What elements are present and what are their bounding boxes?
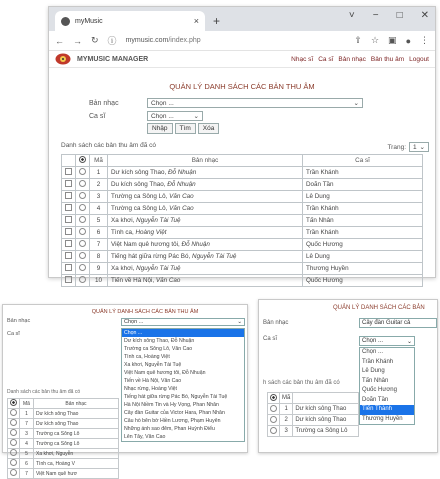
row-radio-cell [8,449,20,459]
row-checkbox-cell [62,263,76,275]
song-option[interactable]: Nhạc rừng, Hoàng Việt [124,386,177,392]
maximize-button[interactable]: □ [396,10,403,21]
song-title: Xa khơi, [111,217,137,224]
radio-header [8,399,20,409]
row-song [108,191,303,203]
row-id: 7 [20,469,34,479]
col-id: Mã [90,155,108,167]
row-id: 2 [90,179,108,191]
info-icon[interactable]: ⓘ [107,36,117,46]
profile-icon[interactable]: ● [405,35,411,46]
forward-icon[interactable]: → [73,35,82,46]
table-body [8,409,119,479]
row-radio[interactable] [79,264,86,271]
song-options-list [121,328,245,442]
row-radio-cell [76,251,90,263]
singer-label: Ca sĩ [7,331,20,337]
page-select[interactable] [409,142,429,152]
row-radio-cell [76,227,90,239]
table-row[interactable] [8,459,119,469]
row-radio[interactable] [10,429,17,436]
row-singer: Trần Khánh [303,167,423,179]
song-title: Trường ca Sông Lô, [111,205,170,212]
browser-window [48,6,436,284]
row-radio[interactable] [10,409,17,416]
song-title: Tình ca, [111,229,136,236]
singer-option[interactable]: Doãn Tần [362,396,389,403]
row-checkbox[interactable] [65,168,72,175]
row-id: 1 [20,409,34,419]
row-radio-cell [76,263,90,275]
menu-musicians[interactable]: Nhạc sĩ [291,55,314,63]
row-song [108,167,303,179]
radio-selected-icon[interactable] [79,156,86,163]
col-song: Bản nhạc [34,399,119,409]
row-radio[interactable] [10,449,17,456]
row-id: 5 [20,449,34,459]
delete-button[interactable]: Xóa [198,123,220,134]
song-title: Xa khơi, [111,265,137,272]
row-checkbox-cell [62,167,76,179]
row-id: 3 [20,429,34,439]
table-header-row [8,399,119,409]
singer-option[interactable]: Lê Dung [362,368,385,374]
song-option[interactable]: Hà Nội Niềm Tin và Hy Vọng, Phan Nhân [124,402,219,408]
row-song: Tình ca, Hoàng V [34,459,119,469]
row-checkbox[interactable] [65,276,72,283]
chevron-down-icon: ⌄ [237,319,242,325]
col-singer: Ca sĩ [303,155,423,167]
row-radio-cell [76,239,90,251]
row-song: Xa khơi, Nguyễn [34,449,119,459]
row-id: 2 [280,415,293,426]
radio-header [268,393,280,404]
song-dropdown-panel [2,304,248,477]
url-path: /index.php [168,37,201,44]
song-label: Bản nhạc [89,99,119,107]
singer-select[interactable] [359,336,415,346]
table-row[interactable] [8,409,119,419]
row-id: 10 [90,275,108,287]
table-row[interactable] [8,469,119,479]
song-option[interactable]: Những ánh sao đêm, Phan Huỳnh Điểu [124,426,215,432]
app-header [49,51,435,68]
song-select-value: Chọn ... [151,99,174,107]
row-checkbox[interactable] [65,204,72,211]
row-radio[interactable] [79,204,86,211]
table-row[interactable] [62,179,423,191]
table-row[interactable] [268,415,359,426]
song-title: Du kích sông Thao, [111,181,168,188]
row-radio-cell [76,179,90,191]
page-label: Trang: [387,143,406,151]
musician-name: Đỗ Nhuận [181,241,210,248]
musician-name: Văn Cao [169,205,194,212]
tab-title: myMusic [75,17,103,25]
song-select-value: Chọn ... [124,319,144,325]
menu-singers[interactable]: Ca sĩ [318,55,334,63]
table-row[interactable] [62,203,423,215]
url-field[interactable] [126,37,346,44]
row-radio-cell [8,429,20,439]
musician-name: Đỗ Nhuận [167,169,197,176]
row-radio[interactable] [10,459,17,466]
row-radio-cell [76,191,90,203]
tab-bar [49,7,435,31]
bookmark-icon[interactable]: ☆ [370,35,380,45]
col-id: Mã [280,393,293,404]
row-checkbox-cell [62,275,76,287]
song-title: Tiếng hát giữa rừng Pác Bó, [111,253,193,260]
singer-option[interactable]: Chọn ... [362,349,384,355]
singer-select-value: Chọn ... [151,112,174,120]
row-checkbox[interactable] [65,216,72,223]
table-row[interactable] [62,167,423,179]
table-row[interactable] [268,404,359,415]
row-id: 6 [20,459,34,469]
singer-dropdown-panel [258,299,438,453]
row-singer: Tấn Nhân [303,215,423,227]
row-checkbox[interactable] [65,180,72,187]
table-row[interactable] [8,429,119,439]
menu-songs[interactable]: Bản nhạc [338,55,366,63]
row-singer: Doãn Tần [303,179,423,191]
app-name: MYMUSIC MANAGER [77,55,149,63]
radio-selected-icon[interactable] [270,394,277,401]
row-checkbox[interactable] [65,240,72,247]
song-option[interactable]: Chọn ... [122,329,244,337]
singer-select-value: Chọn ... [362,338,384,344]
page-title: QUẢN LÝ DANH SÁCH CÁC BẢN THU ÂM [169,82,315,91]
row-checkbox-cell [62,239,76,251]
table-body [62,167,423,287]
row-id: 6 [90,227,108,239]
row-checkbox[interactable] [65,228,72,235]
pager [387,142,429,152]
song-label: Bản nhạc [7,318,31,324]
row-song [108,215,303,227]
row-song: Việt Nam quê hươ [34,469,119,479]
chevron-down-icon: ⌄ [406,338,412,345]
table-row[interactable] [62,239,423,251]
row-radio-cell [268,404,280,415]
new-tab-button[interactable]: + [213,14,221,28]
song-option[interactable]: Cây đàn Guitar của Victor Hara, Phan Nhân [124,410,225,416]
list-heading: Danh sách các bản thu âm đã có [61,142,157,149]
row-radio[interactable] [79,276,86,283]
table-row[interactable] [62,215,423,227]
row-radio-cell [76,203,90,215]
song-row [89,97,429,109]
song-title: Trường ca Sông Lô, [111,193,170,200]
row-singer: Quốc Hương [303,239,423,251]
musician-name: Đỗ Nhuận [167,181,196,188]
song-select[interactable]: Cây đàn Guitar cả [359,318,437,328]
row-checkbox-cell [62,179,76,191]
row-checkbox-cell [62,215,76,227]
row-song [108,179,303,191]
song-title: Dư kích sông Thao, [111,169,168,176]
row-radio[interactable] [10,419,17,426]
chevron-down-icon: ⌄ [353,100,359,107]
sidebar-icon[interactable]: ▣ [388,35,397,45]
song-option[interactable]: Tiếng hát giữa rừng Pác Bó, Nguyễn Tài Tuệ [124,394,228,400]
row-song: Dư kích sông Thao [34,409,119,419]
table-header-row [268,393,359,404]
table-row[interactable] [62,263,423,275]
form-buttons [147,123,429,134]
song-select[interactable] [147,98,363,108]
row-song: Dư kích sông Thao [34,419,119,429]
table-body [268,404,359,437]
row-id: 3 [280,426,293,437]
row-radio[interactable] [79,252,86,259]
list-header [61,142,429,152]
tab-search-icon[interactable]: ˅ [348,10,355,21]
panel-title: QUẢN LÝ DANH SÁCH CÁC BẢN THU ÂM [91,309,199,315]
list-heading: Danh sách các bản thu âm đã có [7,389,81,395]
row-song: Trường ca Sông Lô [34,429,119,439]
row-radio[interactable] [79,228,86,235]
row-id: 4 [90,203,108,215]
musician-name: Văn Cao [155,277,181,284]
back-icon[interactable]: ← [55,35,64,46]
menu-logout[interactable]: Logout [409,55,429,63]
row-song [108,251,303,263]
row-singer: Lê Dung [303,191,423,203]
search-button[interactable]: Tìm [175,123,196,134]
chevron-down-icon: ⌄ [419,144,425,151]
table-row[interactable] [62,251,423,263]
row-checkbox-cell [62,251,76,263]
col-id: Mã [20,399,34,409]
row-radio-cell [8,469,20,479]
table-header-row [62,155,423,167]
menu-recordings[interactable]: Bản thu âm [370,55,405,63]
row-song [108,275,303,287]
row-radio-cell [76,215,90,227]
song-option[interactable]: Tiến về Hà Nội, Văn Cao [124,378,182,384]
singer-label: Ca sĩ [263,336,278,342]
row-checkbox[interactable] [65,192,72,199]
row-radio[interactable] [270,405,277,412]
singer-row [89,110,429,122]
row-radio-cell [268,415,280,426]
row-singer: Trần Khánh [303,227,423,239]
row-singer: Trần Khánh [303,203,423,215]
recordings-table [61,154,423,287]
row-radio[interactable] [79,240,86,247]
row-song [108,203,303,215]
song-label: Bản nhạc [263,320,289,326]
row-song [108,263,303,275]
row-radio[interactable] [270,427,277,434]
page-content [49,68,435,293]
row-song: Trường ca Sông Lô [34,439,119,449]
table-row[interactable] [268,426,359,437]
song-option[interactable]: Lên Tây, Văn Cao [124,434,166,440]
row-checkbox-cell [62,227,76,239]
row-singer: Quốc Hương [303,275,423,287]
song-option[interactable]: Dư kích sông Thao, Đỗ Nhuận [124,338,195,344]
table-row[interactable] [62,191,423,203]
row-id: 7 [90,239,108,251]
row-radio-cell [76,167,90,179]
singer-option[interactable]: Trần Khánh [362,358,394,365]
radio-header [76,155,90,167]
row-song: Dư kích sông Thao [293,404,359,415]
row-radio-cell [76,275,90,287]
musician-name: Nguyễn Tài Tuệ [192,253,237,260]
share-icon[interactable]: ⇪ [354,35,362,45]
singer-options-list [359,347,415,425]
song-title: Tiến về Hà Nội, [111,277,156,284]
reload-icon[interactable]: ↻ [91,35,99,45]
song-option[interactable]: Việt Nam quê hương tôi, Đỗ Nhuận [124,370,206,376]
song-title: Việt Nam quê hương tôi, [111,241,182,248]
table-row[interactable] [8,449,119,459]
song-option[interactable]: Trường ca Sông Lô, Văn Cao [124,346,193,352]
panel-title: QUẢN LÝ DANH SÁCH CÁC BẢN [333,305,425,311]
select-all-header [62,155,76,167]
singer-option[interactable]: Thương Huyền [362,415,403,422]
row-radio-cell [268,426,280,437]
row-radio-cell [8,459,20,469]
row-song: Dư kích sông Thao [293,415,359,426]
recordings-table [267,392,359,437]
radio-selected-icon[interactable] [10,399,17,406]
row-checkbox-cell [62,203,76,215]
page-select-value: 1 [413,143,417,151]
singer-select[interactable] [147,111,203,121]
musician-name: Nguyễn Tài Tuệ [136,265,181,272]
row-radio[interactable] [10,439,17,446]
row-id: 1 [280,404,293,415]
main-menu [291,56,429,63]
singer-option[interactable]: Tiến Thành [360,405,414,415]
row-radio-cell [8,439,20,449]
row-song: Trường ca Sông Lô [293,426,359,437]
table-row[interactable] [8,439,119,449]
row-radio[interactable] [79,216,86,223]
musician-name: Văn Cao [169,193,194,200]
table-row[interactable] [62,275,423,287]
row-singer: Lê Dung [303,251,423,263]
row-id: 7 [20,419,34,429]
row-id: 9 [90,263,108,275]
col-song [293,393,359,404]
col-song: Bản nhạc [108,155,303,167]
more-icon[interactable]: ⋮ [420,35,429,45]
row-radio[interactable] [10,469,17,476]
window-controls [349,10,429,21]
row-singer: Thương Huyền [303,263,423,275]
recordings-table [7,398,119,479]
browser-tab[interactable] [55,11,205,31]
row-id: 8 [90,251,108,263]
row-radio[interactable] [79,168,86,175]
singer-option[interactable]: Quốc Hương [362,387,397,393]
list-heading: h sách các bản thu âm đã có [263,380,340,386]
row-song [108,227,303,239]
row-radio[interactable] [79,180,86,187]
table-row[interactable] [8,419,119,429]
tab-close-icon[interactable]: × [193,16,199,26]
insert-button[interactable]: Nhập [147,123,173,134]
close-window-button[interactable]: ✕ [420,10,429,21]
row-checkbox[interactable] [65,252,72,259]
row-radio[interactable] [79,192,86,199]
song-option[interactable]: Câu hò bên bờ Hiền Lương, Phạm Huyên [124,418,221,424]
row-id: 3 [90,191,108,203]
row-id: 1 [90,167,108,179]
song-option[interactable]: Tình ca, Hoàng Việt [124,354,170,360]
row-id: 5 [90,215,108,227]
globe-icon [61,17,70,26]
song-option[interactable]: Xa khơi, Nguyễn Tài Tuệ [124,362,182,368]
minimize-button[interactable]: − [372,10,379,21]
song-select[interactable] [121,318,245,326]
singer-label: Ca sĩ [89,112,106,120]
url-host: mymusic.com [125,37,169,44]
chevron-down-icon: ⌄ [193,113,199,120]
musician-name: Nguyễn Tài Tuệ [136,217,181,224]
row-id: 4 [20,439,34,449]
row-checkbox[interactable] [65,264,72,271]
row-radio[interactable] [270,416,277,423]
singer-option[interactable]: Tấn Nhân [362,377,389,384]
row-checkbox-cell [62,191,76,203]
address-bar [49,31,435,51]
musician-name: Hoàng Việt [135,229,167,236]
table-row[interactable] [62,227,423,239]
music-logo-icon [55,53,71,65]
row-radio-cell [8,409,20,419]
row-radio-cell [8,419,20,429]
row-song [108,239,303,251]
